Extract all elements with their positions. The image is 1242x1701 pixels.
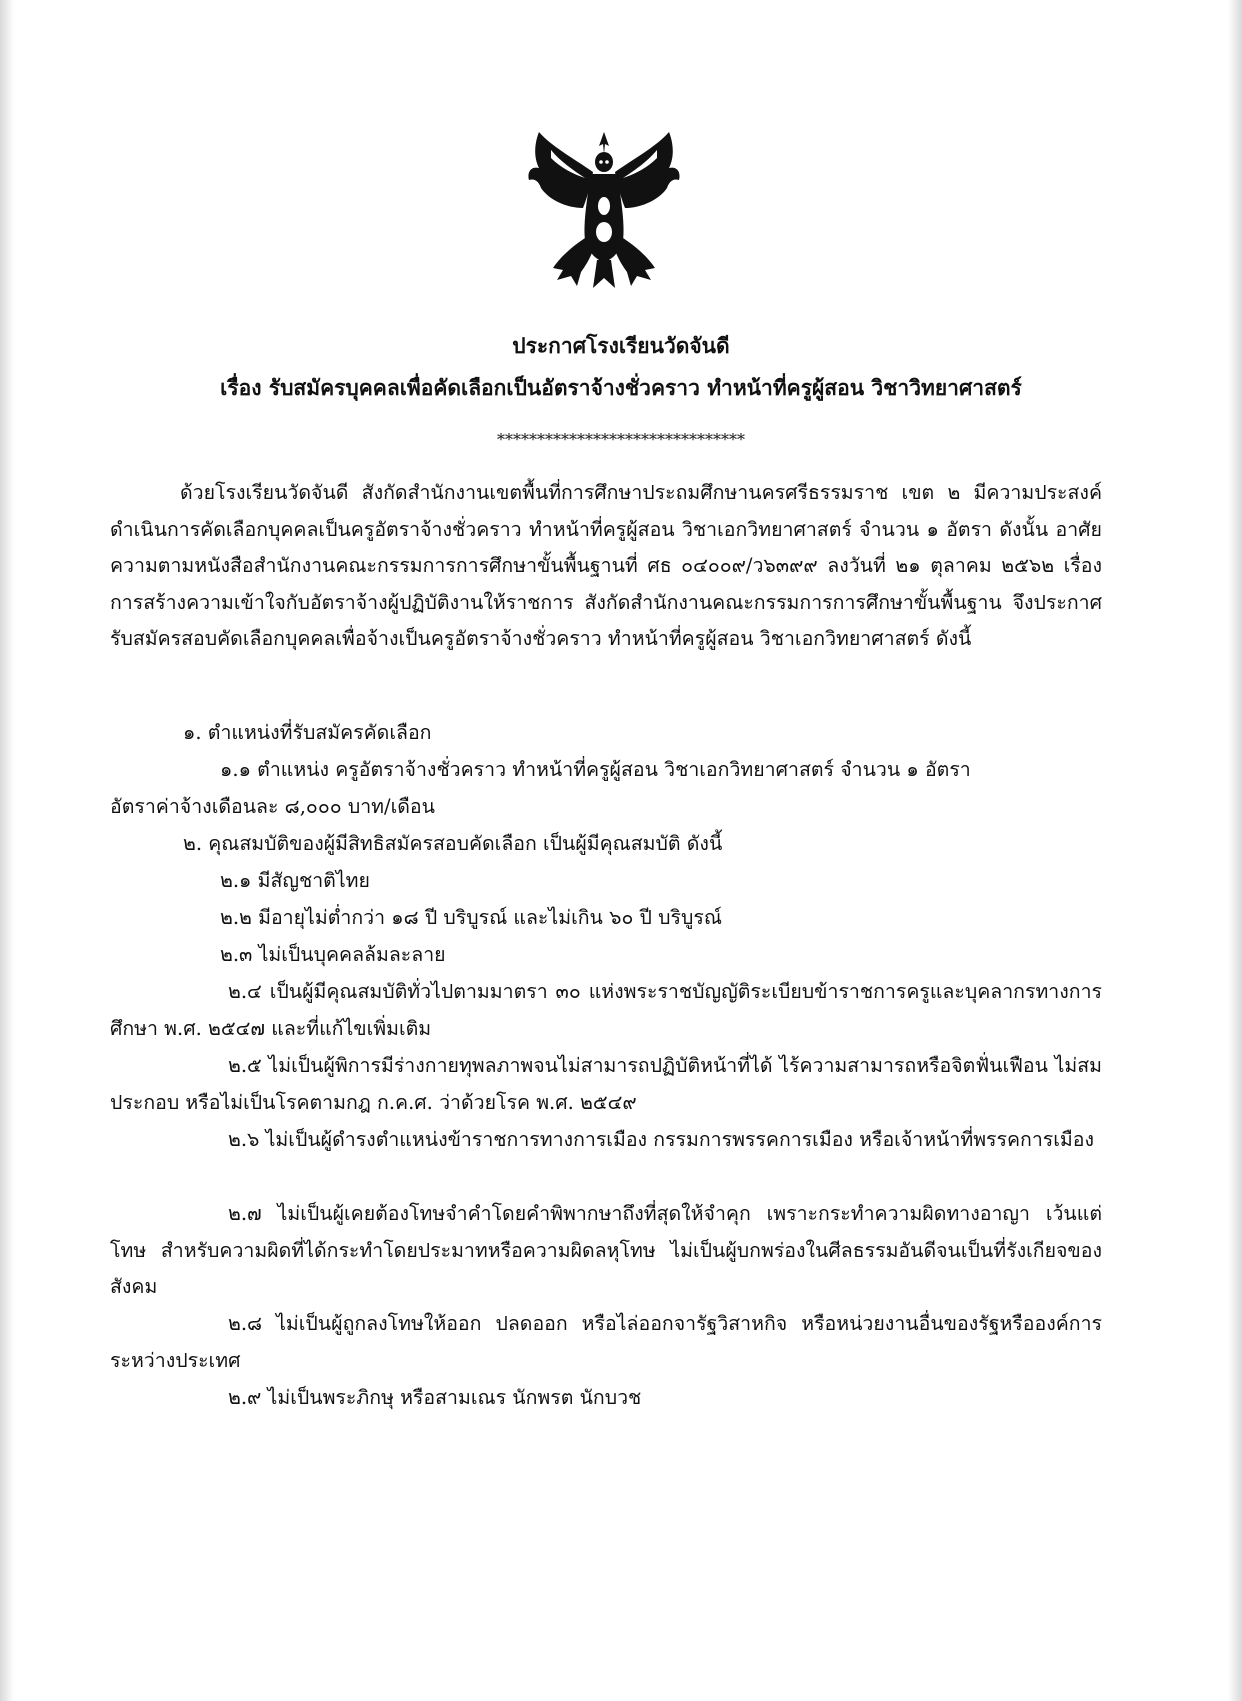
item-2-1: ๒.๑ มีสัญชาติไทย <box>220 869 370 892</box>
item-2-5-text: ๒.๕ ไม่เป็นผู้พิการมีร่างกายทุพลภาพจนไม่สามารถปฏิบัติหน้าที่ได้ ไร้ความสามารถหรือจิตฟั่นเฟือน ไม่สมประกอบ หรือไม่เป็นโรคตามกฎ ก.ค.ศ. ว่าด้วยโรค พ.ศ. ๒๕๔๙ <box>110 1054 1102 1114</box>
section-2-heading: ๒. คุณสมบัติของผู้มีสิทธิสมัครสอบคัดเลือก เป็นผู้มีคุณสมบัติ ดังนี้ <box>183 832 723 855</box>
item-2-3: ๒.๓ ไม่เป็นบุคคลล้มละลาย <box>220 943 446 966</box>
item-2-9 <box>110 1380 1102 1417</box>
item-2-7 <box>110 1196 1102 1306</box>
item-2-8 <box>110 1306 1102 1379</box>
section-1-heading: ๑. ตำแหน่งที่รับสมัครคัดเลือก <box>183 721 432 744</box>
item-2-6-text: ๒.๖ ไม่เป็นผู้ดำรงตำแหน่งข้าราชการทางการเมือง กรรมการพรรคการเมือง หรือเจ้าหน้าที่พรรคการเมือง <box>228 1128 1095 1151</box>
intro-text: ด้วยโรงเรียนวัดจันดี สังกัดสำนักงานเขตพื้นที่การศึกษาประถมศึกษานครศรีธรรมราช เขต ๒ มีความประสงค์ดำเนินการคัดเลือกบุคคลเป็นครูอัตราจ้างชั่วคราว ทำหน้าที่ครูผู้สอน วิชาเอกวิทยาศาสตร์ จำนวน ๑ อัตรา ดังนั้น อาศัยความตามหนังสือสำนักงานคณะกรรมการการศึกษาขั้นพื้นฐานที่ ศธ ๐๔๐๐๙/ว๖๓๙๙ ลงวันที่ ๒๑ ตุลาคม ๒๕๖๒ เรื่องการสร้างความเข้าใจกับอัตราจ้างผู้ปฏิบัติงานให้ราชการ สังกัดสำนักงานคณะกรรมการการศึกษาขั้นพื้นฐาน จึงประกาศรับสมัครสอบคัดเลือกบุคคลเพื่อจ้างเป็นครูอัตราจ้างชั่วคราว ทำหน้าที่ครูผู้สอน วิชาเอกวิทยาศาสตร์ ดังนี้ <box>110 481 1102 650</box>
item-1-1-rate: อัตราค่าจ้างเดือนละ ๘,๐๐๐ บาท/เดือน <box>110 795 435 818</box>
announcement-title: ประกาศโรงเรียนวัดจันดี <box>512 333 730 358</box>
item-2-4 <box>110 974 1102 1047</box>
item-2-6 <box>110 1122 1102 1159</box>
item-2-8-text: ๒.๘ ไม่เป็นผู้ถูกลงโทษให้ออก ปลดออก หรือไล่ออกจารัฐวิสาหกิจ หรือหน่วยงานอื่นของรัฐหรือองค์การระหว่างประเทศ <box>110 1312 1102 1372</box>
item-2-2: ๒.๒ มีอายุไม่ต่ำกว่า ๑๘ ปี บริบูรณ์ และไม่เกิน ๖๐ ปี บริบูรณ์ <box>220 906 722 929</box>
page-edge-left <box>0 0 14 1701</box>
item-2-4-text: ๒.๔ เป็นผู้มีคุณสมบัติทั่วไปตามมาตรา ๓๐ แห่งพระราชบัญญัติระเบียบข้าราชการครูและบุคลากรทางการศึกษา พ.ศ. ๒๕๔๗ และที่แก้ไขเพิ่มเติม <box>110 980 1102 1040</box>
intro-paragraph <box>110 475 1102 658</box>
item-2-9-text: ๒.๙ ไม่เป็นพระภิกษุ หรือสามเณร นักพรต นักบวช <box>228 1386 642 1409</box>
separator-stars: ******************************* <box>497 430 745 449</box>
announcement-subject: เรื่อง รับสมัครบุคคลเพื่อคัดเลือกเป็นอัตราจ้างชั่วคราว ทำหน้าที่ครูผู้สอน วิชาวิทยาศาสตร์ <box>220 375 1022 400</box>
item-2-7-text: ๒.๗ ไม่เป็นผู้เคยต้องโทษจำคำโดยคำพิพากษาถึงที่สุดให้จำคุก เพราะกระทำความผิดทางอาญา เว้นแต่โทษ สำหรับความผิดที่ได้กระทำโดยประมาทหรือความผิดลหุโทษ ไม่เป็นผู้บกพร่องในศีลธรรมอันดีจนเป็นที่รังเกียจของสังคม <box>110 1202 1102 1298</box>
page-edge-right <box>1228 0 1242 1701</box>
item-2-5 <box>110 1048 1102 1121</box>
item-1-1: ๑.๑ ตำแหน่ง ครูอัตราจ้างชั่วคราว ทำหน้าที่ครูผู้สอน วิชาเอกวิทยาศาสตร์ จำนวน ๑ อัตรา <box>220 758 971 781</box>
garuda-emblem-icon <box>521 128 687 296</box>
